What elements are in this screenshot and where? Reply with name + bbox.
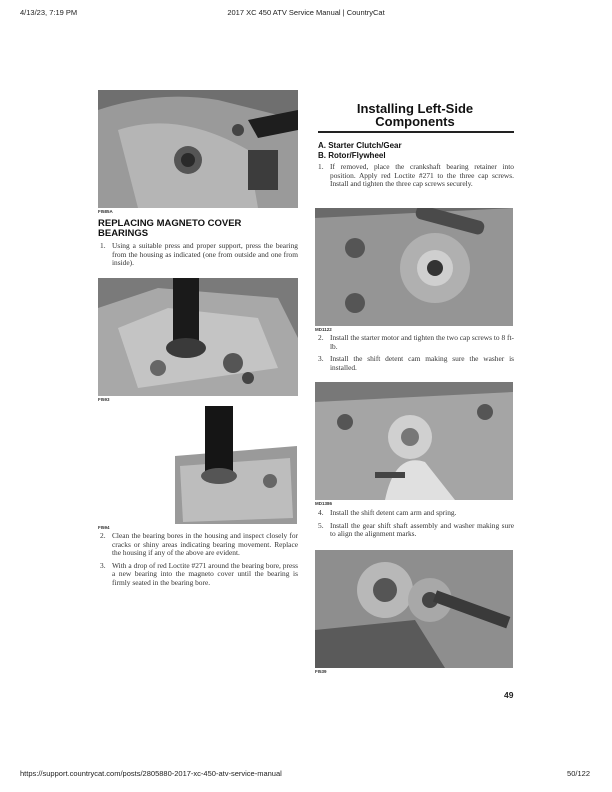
steps-list xyxy=(318,334,514,376)
print-url: https://support.countrycat.com/posts/2805880-2017-xc-450-atv-service-manual xyxy=(20,769,282,778)
step-item xyxy=(318,509,514,518)
step-text: Install the starter motor and tighten the two cap screws to 8 ft-lb. xyxy=(330,333,514,351)
step-text: Using a suitable press and proper support, press the bearing from the housing as indicated (one from outside and one from inside). xyxy=(112,241,298,268)
steps-list xyxy=(100,242,298,272)
step-item xyxy=(318,163,514,189)
figure-caption: FI539 xyxy=(315,669,327,674)
step-number: 5. xyxy=(318,520,324,530)
figure-caption: FI593 xyxy=(98,397,110,402)
figure-caption: FI585A xyxy=(98,209,113,214)
figure-caption: MD1122 xyxy=(315,327,332,332)
step-item xyxy=(318,522,514,539)
step-number: 2. xyxy=(100,531,106,540)
step-number: 1. xyxy=(318,162,324,171)
subheading: B. Rotor/Flywheel xyxy=(318,151,386,160)
page-title xyxy=(318,102,512,128)
section-heading xyxy=(98,219,241,239)
step-text: With a drop of red Loctite #271 around the bearing bore, press a new bearing into the magneto cover until the bearing is firmly seated in the bearing bore. xyxy=(112,560,298,587)
step-text: Install the gear shift shaft assembly and washer making sure to align the alignment marks. xyxy=(330,520,514,539)
title-line: Components xyxy=(375,114,455,129)
steps-list xyxy=(100,532,298,592)
step-text: If removed, place the crankshaft bearing retainer into position. Apply red Loctite #271 to the three cap screws. Install and tighten the three cap screws securely. xyxy=(330,162,514,189)
figure-caption: MD1386 xyxy=(315,501,333,506)
step-number: 3. xyxy=(100,560,106,570)
step-text: Clean the bearing bores in the housing and inspect closely for cracks or shiny areas indicating bearing movement. Replace the housing if any of the above are evident. xyxy=(112,531,298,558)
print-page-counter: 50/122 xyxy=(567,769,590,778)
step-item xyxy=(100,562,298,588)
title-line: Installing Left-Side xyxy=(356,101,474,116)
page-number: 49 xyxy=(504,690,514,700)
step-item xyxy=(100,532,298,558)
steps-list xyxy=(318,509,514,543)
step-item xyxy=(318,334,514,351)
crankshaft-retainer-photo xyxy=(315,208,513,326)
step-item xyxy=(318,355,514,372)
shift-detent-cam-photo xyxy=(315,382,513,500)
heading-line: BEARINGS xyxy=(98,228,149,239)
bearing-press-photo xyxy=(98,278,298,396)
gear-shift-shaft-photo xyxy=(315,550,513,668)
steps-list xyxy=(318,163,514,193)
subheading: A. Starter Clutch/Gear xyxy=(318,141,402,150)
step-text: Install the shift detent cam making sure the washer is installed. xyxy=(330,354,514,372)
heading-line: REPLACING MAGNETO COVER xyxy=(98,218,242,229)
step-number: 3. xyxy=(318,354,324,364)
bearing-install-photo xyxy=(175,406,297,524)
magneto-cover-photo xyxy=(98,90,298,208)
step-text: Install the shift detent cam arm and spring. xyxy=(330,508,457,517)
step-number: 4. xyxy=(318,508,324,517)
step-number: 1. xyxy=(100,241,106,250)
title-rule xyxy=(318,131,514,133)
print-datetime: 4/13/23, 7:19 PM xyxy=(20,8,78,17)
step-number: 2. xyxy=(318,333,324,342)
figure-caption: FI594 xyxy=(98,525,110,530)
print-title: 2017 XC 450 ATV Service Manual | CountryCat xyxy=(227,8,385,17)
step-item xyxy=(100,242,298,268)
